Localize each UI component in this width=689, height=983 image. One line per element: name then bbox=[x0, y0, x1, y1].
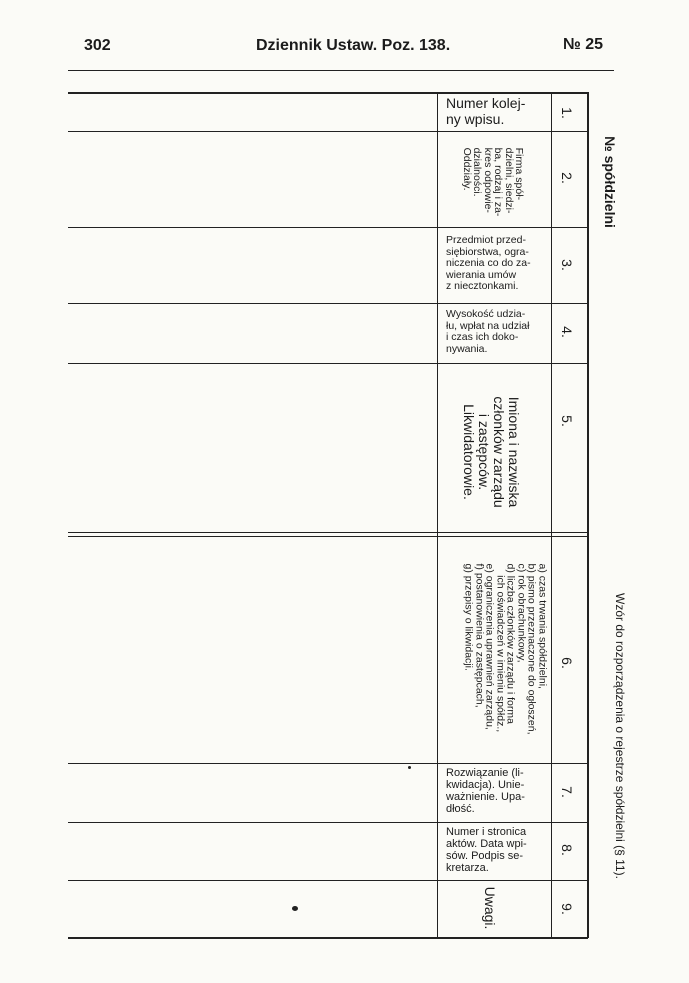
form-caption: Wzór do rozporządzenia o rejestrze spółdzielni (§ 11). bbox=[613, 593, 627, 879]
column-4-number: 4. bbox=[559, 326, 575, 338]
column-8-number: 8. bbox=[559, 844, 575, 856]
column-6-label: a) czas trwania spółdzielni, b) pismo przeznaczone do ogłoszeń, c) rok obrachunkowy, d) liczba członków zarządu i forma ich oświadczeń w imieniu spółdz., e) ograniczenia uprawnień zarządu, f) postanowienia o zastępcach, g) przepisy o likwidacji. bbox=[463, 563, 549, 735]
header-rule bbox=[68, 70, 614, 71]
row-divider bbox=[68, 303, 588, 304]
header-text-divider bbox=[437, 92, 438, 938]
column-3-label: Przedmiot przed- siębiorstwa, ogra- niczenia co do za- wierania umów z niecztonkami. bbox=[446, 234, 531, 292]
ink-dot bbox=[408, 766, 411, 769]
column-7-label: Rozwiązanie (li- kwidacja). Unie- ważnienie. Upa- dłość. bbox=[446, 767, 525, 815]
table-bottom-rule bbox=[68, 937, 588, 939]
registry-number-label: № spółdzielni bbox=[602, 136, 618, 228]
page-number: 302 bbox=[84, 37, 111, 54]
column-6-number: 6. bbox=[559, 657, 575, 669]
column-9-label: Uwagi. bbox=[482, 886, 498, 930]
number-strip-divider bbox=[551, 92, 552, 938]
ink-dot bbox=[292, 906, 298, 911]
column-2-label: Firma spół- dzielni, siedzi- ba, rodzaj i za- kres odpowie- dzialności. Oddziały. bbox=[461, 147, 526, 217]
column-5-number: 5. bbox=[559, 415, 575, 427]
column-1-label: Numer kolej- ny wpisu. bbox=[446, 95, 526, 127]
row-divider bbox=[68, 880, 588, 881]
row-divider bbox=[68, 822, 588, 823]
column-9-number: 9. bbox=[559, 903, 575, 915]
column-2-number: 2. bbox=[559, 172, 575, 184]
column-1-number: 1. bbox=[559, 107, 575, 119]
page-title: Dziennik Ustaw. Poz. 138. bbox=[256, 37, 451, 54]
column-4-label: Wysokość udzia- łu, wpłat na udział i czas ich doko- nywania. bbox=[446, 308, 530, 355]
column-5-label: Imiona i nazwiska członków zarządu i zastępców. Likwidatorowie. bbox=[461, 396, 522, 508]
column-8-label: Numer i stronica aktów. Data wpi- sów. Podpis se- kretarza. bbox=[446, 826, 527, 874]
column-7-number: 7. bbox=[559, 786, 575, 798]
column-3-number: 3. bbox=[559, 259, 575, 271]
table-right-edge bbox=[587, 92, 589, 938]
issue-number: № 25 bbox=[563, 36, 604, 53]
